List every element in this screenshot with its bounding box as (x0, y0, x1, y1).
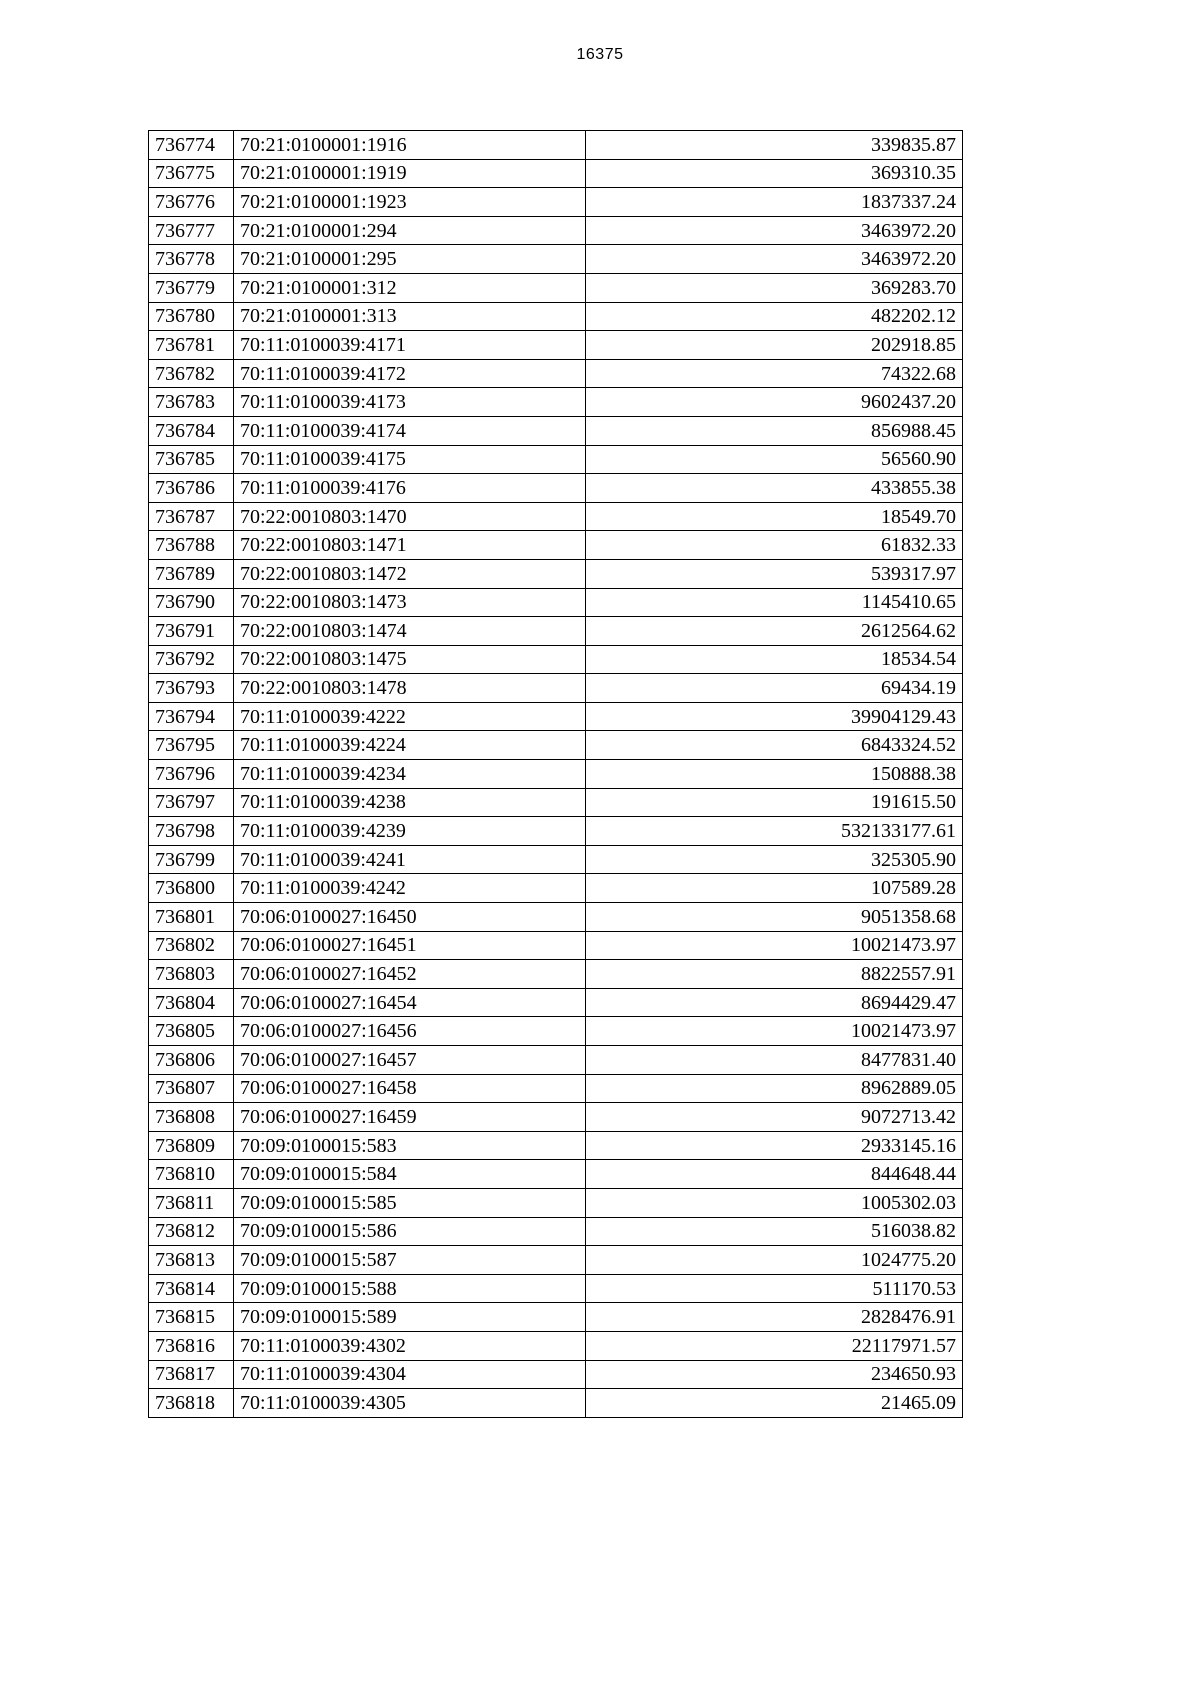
row-id-cell: 736805 (149, 1017, 234, 1046)
cadastral-code-cell: 70:11:0100039:4175 (234, 445, 586, 474)
table-row (149, 359, 963, 388)
table-row (149, 245, 963, 274)
cadastral-code-cell: 70:21:0100001:312 (234, 273, 586, 302)
table-row (149, 1303, 963, 1332)
cadastral-code-cell: 70:21:0100001:294 (234, 216, 586, 245)
cadastral-code-cell: 70:22:0010803:1475 (234, 645, 586, 674)
table-row (149, 760, 963, 789)
row-id-cell: 736812 (149, 1217, 234, 1246)
table-row (149, 960, 963, 989)
table-row (149, 1017, 963, 1046)
table-row (149, 502, 963, 531)
table-row (149, 1046, 963, 1075)
row-id-cell: 736811 (149, 1188, 234, 1217)
table-row (149, 1188, 963, 1217)
row-id-cell: 736816 (149, 1331, 234, 1360)
cadastral-code-cell: 70:09:0100015:584 (234, 1160, 586, 1189)
table-row (149, 416, 963, 445)
value-cell: 844648.44 (586, 1160, 963, 1189)
value-cell: 369283.70 (586, 273, 963, 302)
table-row (149, 731, 963, 760)
value-cell: 61832.33 (586, 531, 963, 560)
cadastral-code-cell: 70:21:0100001:295 (234, 245, 586, 274)
cadastral-code-cell: 70:22:0010803:1473 (234, 588, 586, 617)
row-id-cell: 736809 (149, 1131, 234, 1160)
cadastral-code-cell: 70:22:0010803:1472 (234, 559, 586, 588)
value-cell: 8822557.91 (586, 960, 963, 989)
row-id-cell: 736783 (149, 388, 234, 417)
row-id-cell: 736781 (149, 331, 234, 360)
value-cell: 2612564.62 (586, 617, 963, 646)
row-id-cell: 736774 (149, 131, 234, 160)
table-row (149, 588, 963, 617)
value-cell: 234650.93 (586, 1360, 963, 1389)
value-cell: 2933145.16 (586, 1131, 963, 1160)
cadastral-code-cell: 70:06:0100027:16456 (234, 1017, 586, 1046)
value-cell: 1145410.65 (586, 588, 963, 617)
table-row (149, 216, 963, 245)
table-row (149, 617, 963, 646)
cadastral-code-cell: 70:09:0100015:583 (234, 1131, 586, 1160)
value-cell: 10021473.97 (586, 931, 963, 960)
row-id-cell: 736777 (149, 216, 234, 245)
value-cell: 202918.85 (586, 331, 963, 360)
table-row (149, 845, 963, 874)
row-id-cell: 736818 (149, 1389, 234, 1418)
table-row (149, 388, 963, 417)
value-cell: 22117971.57 (586, 1331, 963, 1360)
table-row (149, 1331, 963, 1360)
row-id-cell: 736807 (149, 1074, 234, 1103)
row-id-cell: 736817 (149, 1360, 234, 1389)
cadastral-code-cell: 70:22:0010803:1478 (234, 674, 586, 703)
value-cell: 511170.53 (586, 1274, 963, 1303)
table-row (149, 1246, 963, 1275)
cadastral-code-cell: 70:06:0100027:16451 (234, 931, 586, 960)
table-row (149, 702, 963, 731)
row-id-cell: 736789 (149, 559, 234, 588)
table-row (149, 559, 963, 588)
table-row (149, 788, 963, 817)
value-cell: 6843324.52 (586, 731, 963, 760)
value-cell: 191615.50 (586, 788, 963, 817)
value-cell: 21465.09 (586, 1389, 963, 1418)
row-id-cell: 736797 (149, 788, 234, 817)
table-row (149, 1360, 963, 1389)
table-row (149, 1217, 963, 1246)
cadastral-code-cell: 70:21:0100001:1916 (234, 131, 586, 160)
table-row (149, 445, 963, 474)
value-cell: 18549.70 (586, 502, 963, 531)
value-cell: 39904129.43 (586, 702, 963, 731)
row-id-cell: 736802 (149, 931, 234, 960)
cadastral-code-cell: 70:06:0100027:16459 (234, 1103, 586, 1132)
value-cell: 482202.12 (586, 302, 963, 331)
row-id-cell: 736798 (149, 817, 234, 846)
cadastral-code-cell: 70:09:0100015:589 (234, 1303, 586, 1332)
cadastral-code-cell: 70:21:0100001:1919 (234, 159, 586, 188)
cadastral-code-cell: 70:06:0100027:16450 (234, 903, 586, 932)
table-row (149, 159, 963, 188)
row-id-cell: 736792 (149, 645, 234, 674)
value-cell: 325305.90 (586, 845, 963, 874)
value-cell: 3463972.20 (586, 245, 963, 274)
value-cell: 1024775.20 (586, 1246, 963, 1275)
cadastral-code-cell: 70:09:0100015:588 (234, 1274, 586, 1303)
row-id-cell: 736814 (149, 1274, 234, 1303)
cadastral-code-cell: 70:11:0100039:4171 (234, 331, 586, 360)
cadastral-code-cell: 70:11:0100039:4302 (234, 1331, 586, 1360)
row-id-cell: 736788 (149, 531, 234, 560)
row-id-cell: 736803 (149, 960, 234, 989)
table-row (149, 645, 963, 674)
value-cell: 9051358.68 (586, 903, 963, 932)
value-cell: 10021473.97 (586, 1017, 963, 1046)
row-id-cell: 736799 (149, 845, 234, 874)
cadastral-code-cell: 70:22:0010803:1471 (234, 531, 586, 560)
cadastral-code-cell: 70:22:0010803:1474 (234, 617, 586, 646)
table-row (149, 931, 963, 960)
table-row (149, 188, 963, 217)
cadastral-code-cell: 70:06:0100027:16458 (234, 1074, 586, 1103)
row-id-cell: 736796 (149, 760, 234, 789)
row-id-cell: 736784 (149, 416, 234, 445)
cadastral-code-cell: 70:11:0100039:4174 (234, 416, 586, 445)
cadastral-code-cell: 70:11:0100039:4241 (234, 845, 586, 874)
row-id-cell: 736779 (149, 273, 234, 302)
row-id-cell: 736787 (149, 502, 234, 531)
cadastral-code-cell: 70:11:0100039:4242 (234, 874, 586, 903)
cadastral-code-cell: 70:11:0100039:4172 (234, 359, 586, 388)
cadastral-code-cell: 70:09:0100015:585 (234, 1188, 586, 1217)
page-number: 16375 (576, 46, 624, 63)
value-cell: 3463972.20 (586, 216, 963, 245)
cadastral-code-cell: 70:11:0100039:4238 (234, 788, 586, 817)
table-row (149, 903, 963, 932)
value-cell: 539317.97 (586, 559, 963, 588)
row-id-cell: 736810 (149, 1160, 234, 1189)
cadastral-code-cell: 70:11:0100039:4173 (234, 388, 586, 417)
value-cell: 516038.82 (586, 1217, 963, 1246)
table-row (149, 1074, 963, 1103)
table-row (149, 1389, 963, 1418)
row-id-cell: 736813 (149, 1246, 234, 1275)
row-id-cell: 736793 (149, 674, 234, 703)
value-cell: 8694429.47 (586, 988, 963, 1017)
row-id-cell: 736778 (149, 245, 234, 274)
row-id-cell: 736782 (149, 359, 234, 388)
row-id-cell: 736776 (149, 188, 234, 217)
value-cell: 18534.54 (586, 645, 963, 674)
cadastral-code-cell: 70:11:0100039:4305 (234, 1389, 586, 1418)
table-row (149, 474, 963, 503)
value-cell: 69434.19 (586, 674, 963, 703)
cadastral-code-cell: 70:21:0100001:1923 (234, 188, 586, 217)
row-id-cell: 736806 (149, 1046, 234, 1075)
table-row (149, 531, 963, 560)
value-cell: 433855.38 (586, 474, 963, 503)
table-row (149, 988, 963, 1017)
value-cell: 2828476.91 (586, 1303, 963, 1332)
value-cell: 856988.45 (586, 416, 963, 445)
row-id-cell: 736794 (149, 702, 234, 731)
row-id-cell: 736786 (149, 474, 234, 503)
row-id-cell: 736790 (149, 588, 234, 617)
value-cell: 532133177.61 (586, 817, 963, 846)
cadastral-code-cell: 70:09:0100015:587 (234, 1246, 586, 1275)
value-cell: 1837337.24 (586, 188, 963, 217)
cadastral-code-cell: 70:22:0010803:1470 (234, 502, 586, 531)
table-row (149, 331, 963, 360)
cadastral-code-cell: 70:09:0100015:586 (234, 1217, 586, 1246)
cadastral-code-cell: 70:11:0100039:4222 (234, 702, 586, 731)
value-cell: 150888.38 (586, 760, 963, 789)
value-cell: 9602437.20 (586, 388, 963, 417)
row-id-cell: 736800 (149, 874, 234, 903)
row-id-cell: 736801 (149, 903, 234, 932)
row-id-cell: 736815 (149, 1303, 234, 1332)
cadastral-code-cell: 70:11:0100039:4239 (234, 817, 586, 846)
value-cell: 369310.35 (586, 159, 963, 188)
value-cell: 1005302.03 (586, 1188, 963, 1217)
row-id-cell: 736785 (149, 445, 234, 474)
value-cell: 9072713.42 (586, 1103, 963, 1132)
table-row (149, 817, 963, 846)
row-id-cell: 736775 (149, 159, 234, 188)
table-row (149, 674, 963, 703)
value-cell: 8477831.40 (586, 1046, 963, 1075)
records-table-body (149, 131, 963, 1418)
value-cell: 8962889.05 (586, 1074, 963, 1103)
value-cell: 56560.90 (586, 445, 963, 474)
cadastral-code-cell: 70:11:0100039:4176 (234, 474, 586, 503)
cadastral-code-cell: 70:21:0100001:313 (234, 302, 586, 331)
table-row (149, 1160, 963, 1189)
table-row (149, 1274, 963, 1303)
table-row (149, 1131, 963, 1160)
value-cell: 107589.28 (586, 874, 963, 903)
cadastral-code-cell: 70:06:0100027:16457 (234, 1046, 586, 1075)
cadastral-code-cell: 70:06:0100027:16454 (234, 988, 586, 1017)
value-cell: 74322.68 (586, 359, 963, 388)
table-row (149, 874, 963, 903)
value-cell: 339835.87 (586, 131, 963, 160)
table-row (149, 273, 963, 302)
row-id-cell: 736791 (149, 617, 234, 646)
table-row (149, 1103, 963, 1132)
cadastral-code-cell: 70:11:0100039:4224 (234, 731, 586, 760)
row-id-cell: 736780 (149, 302, 234, 331)
table-row (149, 302, 963, 331)
row-id-cell: 736795 (149, 731, 234, 760)
table-row (149, 131, 963, 160)
records-table (148, 130, 963, 1418)
cadastral-code-cell: 70:06:0100027:16452 (234, 960, 586, 989)
cadastral-code-cell: 70:11:0100039:4304 (234, 1360, 586, 1389)
row-id-cell: 736808 (149, 1103, 234, 1132)
row-id-cell: 736804 (149, 988, 234, 1017)
cadastral-code-cell: 70:11:0100039:4234 (234, 760, 586, 789)
